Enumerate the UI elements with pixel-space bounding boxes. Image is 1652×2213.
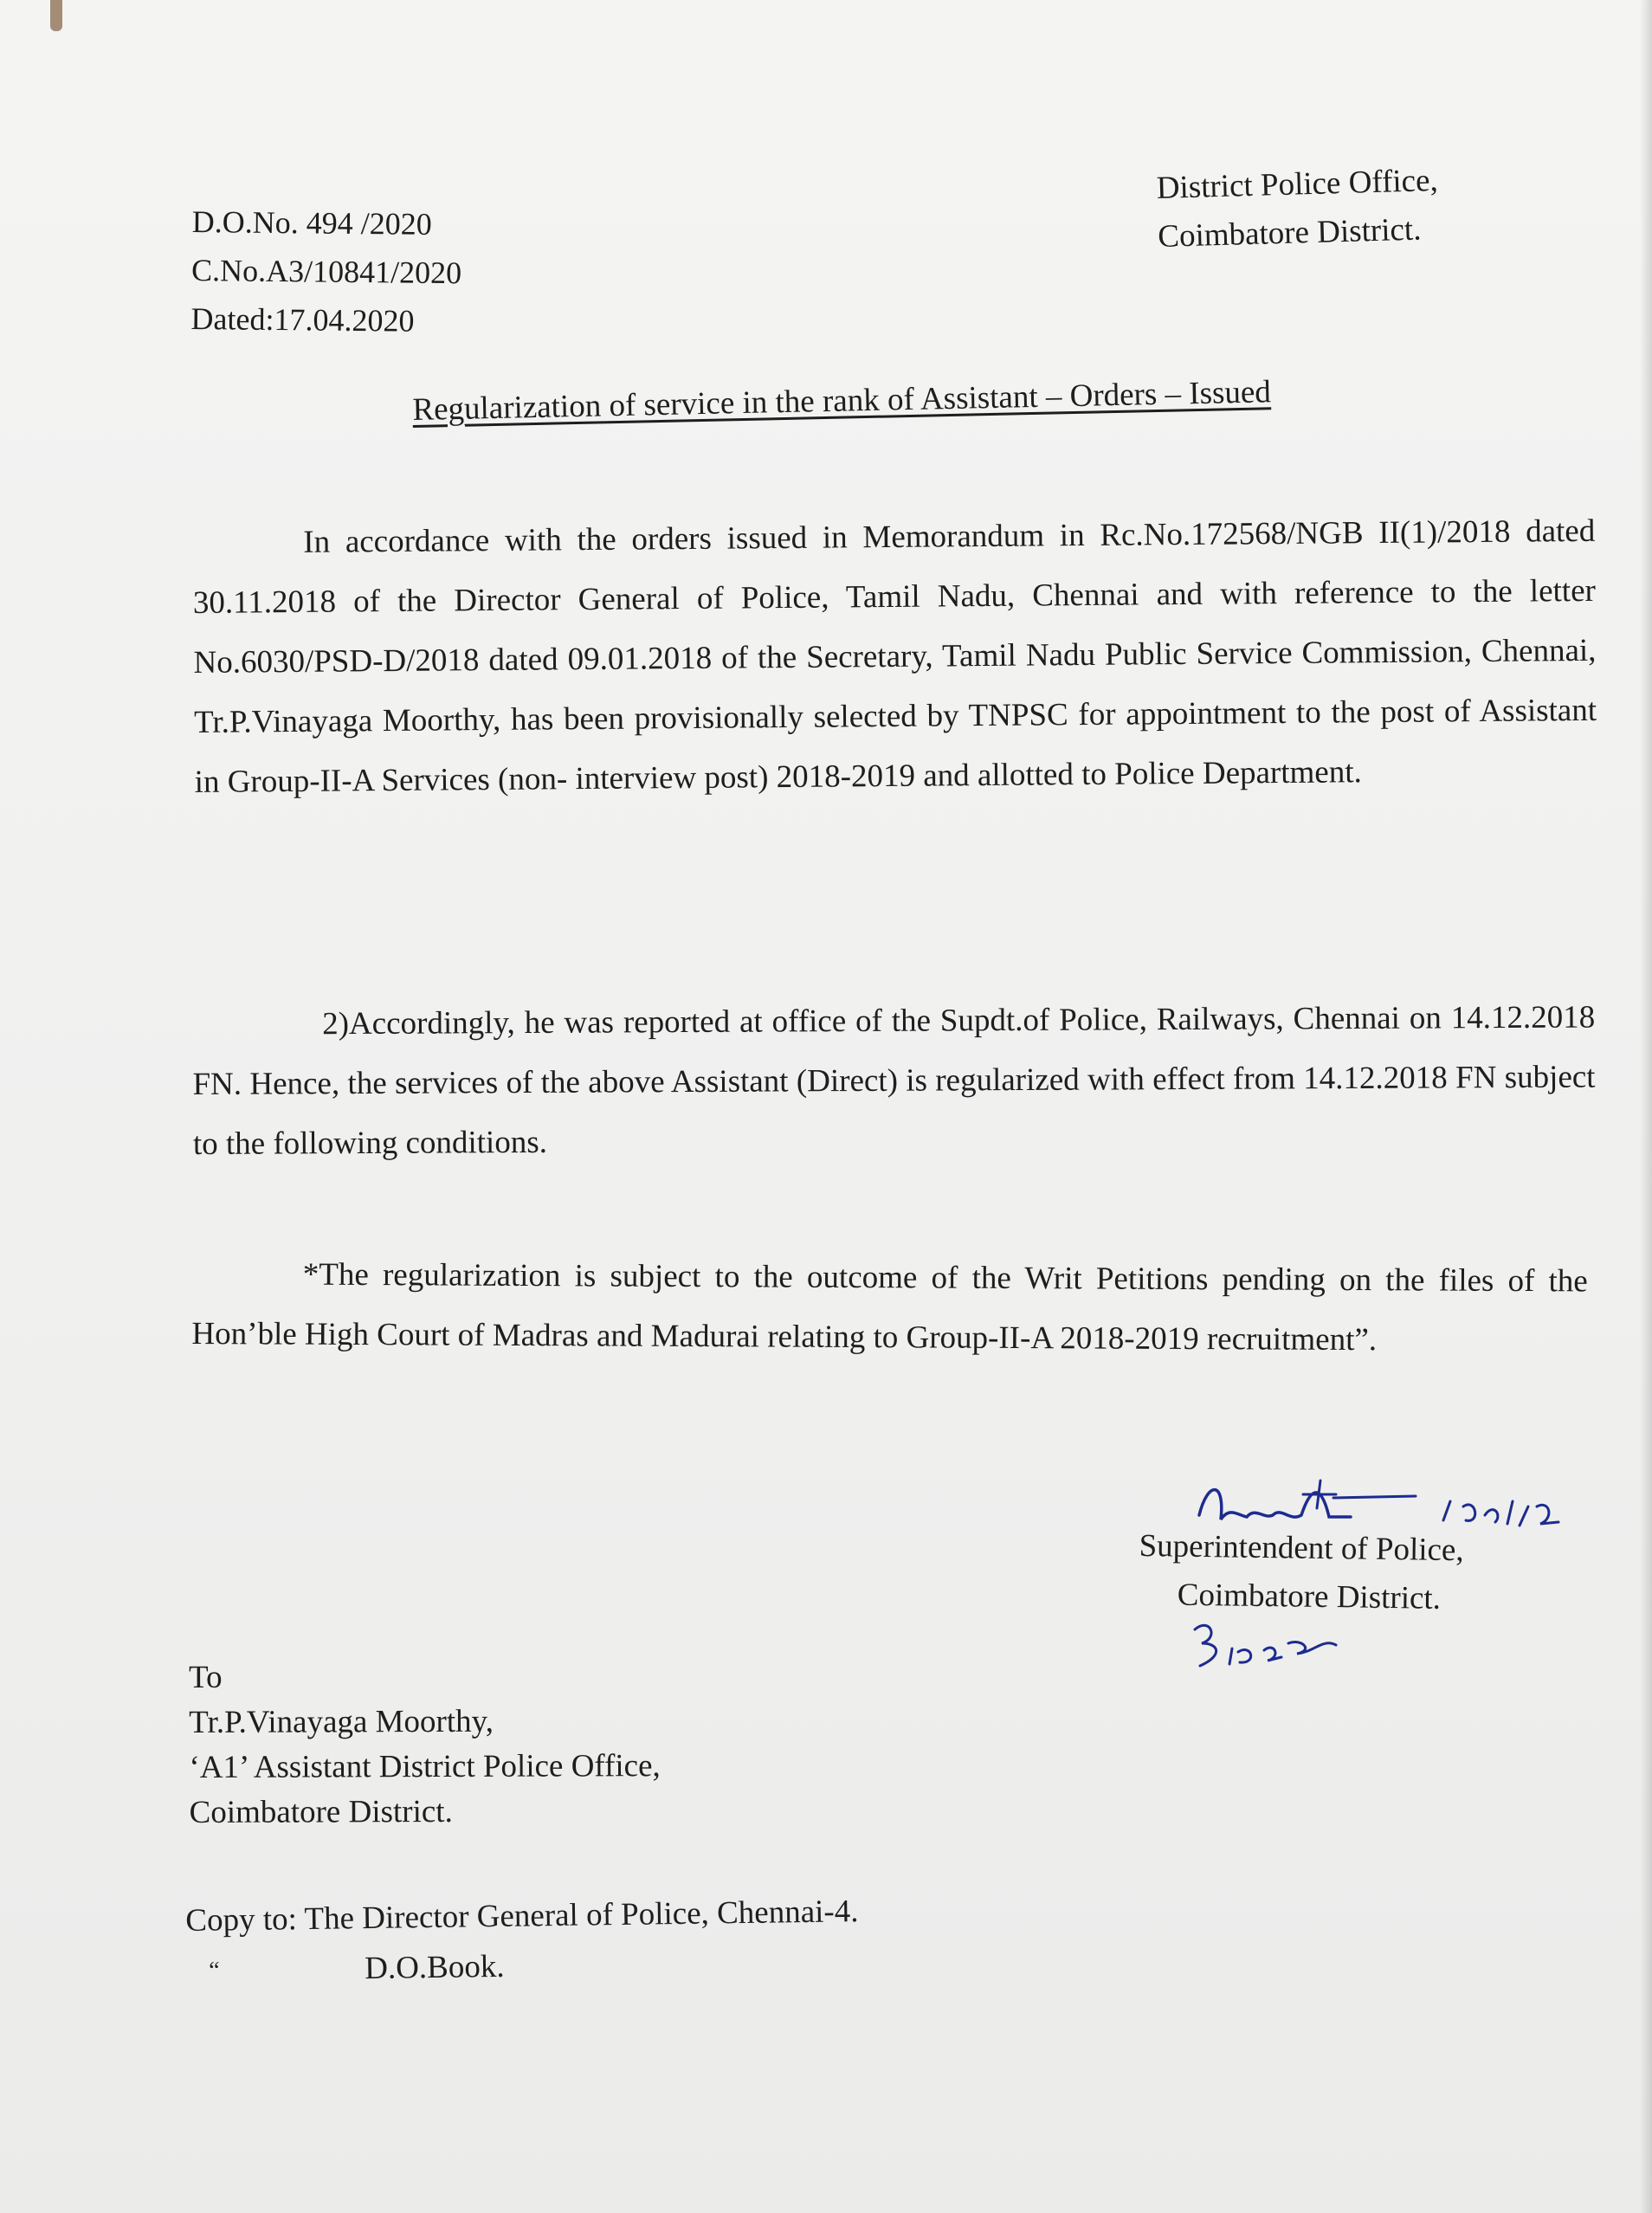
recipient-district: Coimbatore District. [189,1793,453,1830]
office-address [1156,157,1440,261]
c-number: C.No.A3/10841/2020 [190,252,462,291]
subject-line: Regularization of service in the rank of Assistant – Orders – Issued [412,374,1272,428]
paragraph-2: 2)Accordingly, he was reported at office of the Supdt.of Police, Railways, Chennai on 14.12.2018 FN. Hence, the services of the above Assistant (Direct) is regularized with effect from 14.12.2018 FN subject to the following conditions. [192,999,1596,1162]
copy-line-1: Copy to: The Director General of Police, Chennai-4. [185,1894,859,1939]
recipient-post: ‘A1’ Assistant District Police Office, [189,1748,661,1785]
copy-line-2: D.O.Book. [364,1948,505,1987]
signatory-title: Superintendent of Police, [1139,1527,1464,1569]
do-number: D.O.No. 494 /2020 [191,203,432,242]
office-line-1: District Police Office, [1156,162,1439,206]
copy-to-block [185,1887,860,1997]
reference-block [190,197,462,345]
handwritten-initial [1184,1612,1349,1673]
dated: Dated:17.04.2020 [190,300,415,339]
signatory-district: Coimbatore District. [1177,1577,1442,1616]
page-edge-shadow [1640,0,1652,2213]
signatory-designation [1138,1522,1464,1623]
office-line-2: Coimbatore District. [1157,211,1422,255]
recipient-block [189,1654,661,1836]
to-label: To [189,1659,223,1695]
paragraph-3: *The regularization is subject to the outcome of the Writ Petitions pending on the files of the Hon’ble High Court of Madras and Madurai relating to Group-II-A 2018-2019 recruitment”. [191,1256,1588,1358]
ditto-mark: “ [208,1957,220,1984]
corner-mark [50,0,62,31]
paragraph-1: In accordance with the orders issued in Memorandum in Rc.No.172568/NGB II(1)/2018 dated 30.11.2018 of the Director General of Police, Tamil Nadu, Chennai and with reference to the letter No.6030/PSD-D/2018 dated 09.01.2018 of the Secretary, Tamil Nadu Public Service Commission, Chennai, Tr.P.Vinayaga Moorthy, has been provisionally selected by TNPSC for appointment to the post of Assistant in Group-II-A Services (non- interview post) 2018-2019 and allotted to Police Department. [192,513,1597,800]
recipient-name: Tr.P.Vinayaga Moorthy, [189,1703,494,1740]
